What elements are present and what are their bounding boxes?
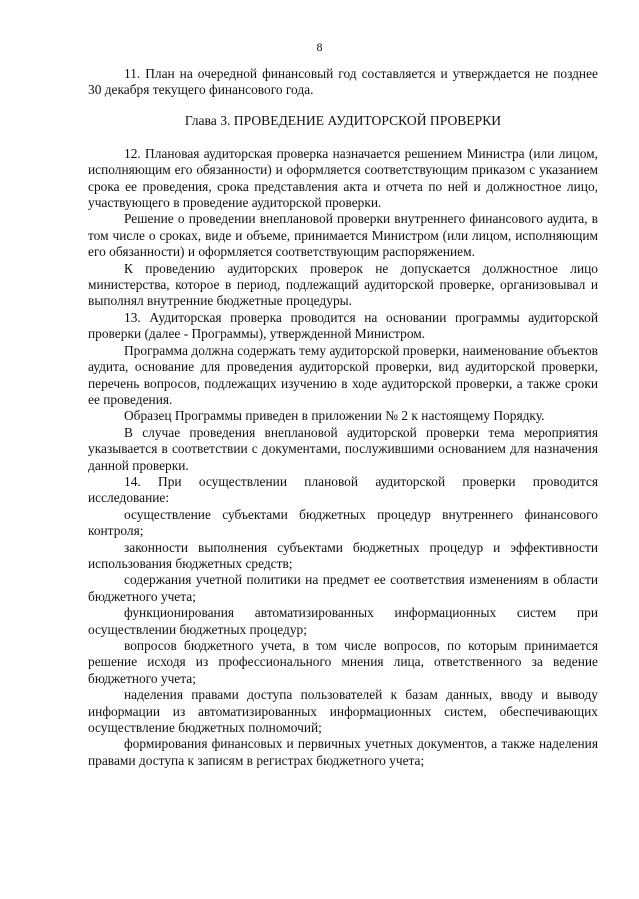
paragraph-13: 13. Аудиторская проверка проводится на основании программы аудиторской проверки (далее - Программы), утвержденной Министром. xyxy=(88,309,598,342)
list-item-internal-control: осуществление субъектами бюджетных процедур внутреннего финансового контроля; xyxy=(88,506,598,539)
list-item-accounting-policy: содержания учетной политики на предмет ее соответствия изменениям в области бюджетного учета; xyxy=(88,572,598,604)
list-item-legality: законности выполнения субъектами бюджетных процедур и эффективности использования бюджетных средств; xyxy=(88,539,598,571)
paragraph-unplanned-decision: Решение о проведении внеплановой проверки внутреннего финансового аудита, в том числе о сроках, виде и объеме, принимается Министром (или лицом, исполняющим его обязанности) и оформляется соответствующим распоряжением. xyxy=(88,211,598,260)
paragraph-admission-restriction: К проведению аудиторских проверок не допускается должностное лицо министерства, которое в период, подлежащий аудиторской проверке, организовывал и выполнял внутренние бюджетные процедуры. xyxy=(88,260,598,309)
list-item-information-systems: функционирования автоматизированных информационных систем при осуществлении бюджетных процедур; xyxy=(88,605,598,637)
document-body xyxy=(88,66,598,769)
list-item-access-rights: наделения правами доступа пользователей к базам данных, вводу и выводу информации из автоматизированных информационных систем, обеспечивающих осуществление бюджетных полномочий; xyxy=(88,687,598,736)
list-item-accounting-questions: вопросов бюджетного учета, в том числе вопросов, по которым принимается решение исходя из профессионального мнения лица, ответственного за ведение бюджетного учета; xyxy=(88,638,598,686)
list-item-documents: формирования финансовых и первичных учетных документов, а также наделения правами доступа к записям в регистрах бюджетного учета; xyxy=(88,736,598,768)
paragraph-program-sample: Образец Программы приведен в приложении № 2 к настоящему Порядку. xyxy=(124,408,545,424)
page-number: 8 xyxy=(316,40,323,54)
chapter-heading: Глава 3. ПРОВЕДЕНИЕ АУДИТОРСКОЙ ПРОВЕРКИ xyxy=(184,112,502,128)
paragraph-unplanned-topic: В случае проведения внеплановой аудиторской проверки тема мероприятия указывается в соответствии с документами, послужившими основанием для назначения данной проверки. xyxy=(88,424,598,473)
paragraph-program-content: Программа должна содержать тему аудиторской проверки, наименование объектов аудита, основание для проведения аудиторской проверки, вид аудиторской проверки, перечень вопросов, подлежащих изучению в ходе аудиторской проверки, а также сроки ее проведения. xyxy=(88,342,598,407)
paragraph-14: 14. При осуществлении плановой аудиторской проверки проводится исследование: xyxy=(88,473,598,506)
paragraph-12: 12. Плановая аудиторская проверка назначается решением Министра (или лицом, исполняющим его обязанности) и оформляется соответствующим приказом с указанием срока ее проведения, срока представления акта и отчета по ней и должностное лицо, участвующего в проведение аудиторской проверки. xyxy=(88,145,598,211)
paragraph-11: 11. План на очередной финансовый год составляется и утверждается не позднее 30 декабря текущего финансового года. xyxy=(88,66,598,98)
